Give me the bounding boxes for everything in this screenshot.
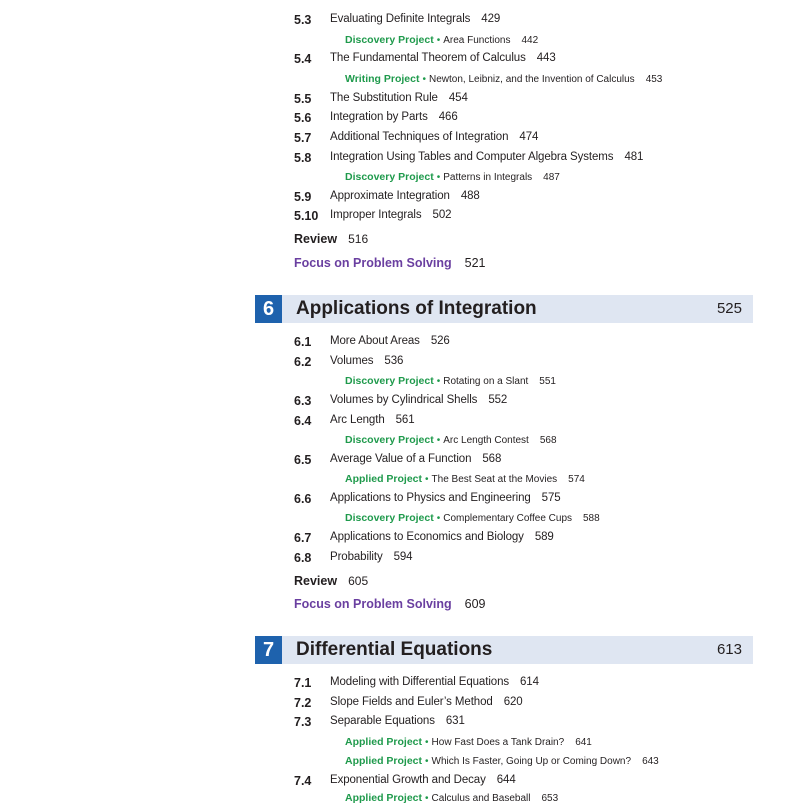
toc-project-entry[interactable] xyxy=(345,172,560,183)
toc-review-entry[interactable] xyxy=(294,575,368,588)
section-title: Probability xyxy=(330,551,383,563)
chapter-title: Applications of Integration xyxy=(296,298,537,319)
page-number: 643 xyxy=(642,756,659,767)
project-title: Rotating on a Slant xyxy=(443,376,529,387)
bullet-separator: • xyxy=(436,172,441,183)
chapter-page-number: 525 xyxy=(716,300,742,317)
section-title: Average Value of a Function xyxy=(330,453,472,465)
bullet-separator: • xyxy=(436,513,441,524)
page-number: 641 xyxy=(575,737,592,748)
focus-label: Focus on Problem Solving xyxy=(294,597,452,611)
section-title: Separable Equations xyxy=(330,715,435,727)
toc-project-entry[interactable] xyxy=(345,474,585,485)
page-number: 614 xyxy=(520,676,539,688)
section-title: Applications to Economics and Biology xyxy=(330,531,524,543)
project-title: Newton, Leibniz, and the Invention of Calculus xyxy=(429,74,635,85)
page-number: 574 xyxy=(568,474,585,485)
section-number: 6.1 xyxy=(294,335,312,349)
bullet-separator: • xyxy=(425,737,429,748)
focus-label: Focus on Problem Solving xyxy=(294,256,452,270)
page-number: 516 xyxy=(348,232,369,246)
page-number: 481 xyxy=(624,151,644,163)
page-number: 609 xyxy=(464,597,486,611)
section-number: 5.6 xyxy=(294,111,312,125)
section-title: The Fundamental Theorem of Calculus xyxy=(330,52,526,64)
section-number: 5.5 xyxy=(294,92,312,106)
chapter-header[interactable] xyxy=(255,295,753,323)
project-kind: Applied Project xyxy=(345,792,423,804)
section-title: Arc Length xyxy=(330,414,385,426)
project-kind: Discovery Project xyxy=(345,171,434,183)
section-title: Volumes by Cylindrical Shells xyxy=(330,394,478,406)
page-number: 561 xyxy=(395,414,415,426)
page-number: 552 xyxy=(488,394,508,406)
page-number: 594 xyxy=(393,551,413,563)
section-number: 6.5 xyxy=(294,453,312,467)
page-number: 589 xyxy=(534,531,554,543)
page-number: 502 xyxy=(432,209,452,221)
toc-project-entry[interactable] xyxy=(345,74,662,85)
chapter-header[interactable] xyxy=(255,636,753,664)
page-number: 568 xyxy=(539,435,557,446)
section-title: Additional Techniques of Integration xyxy=(330,131,509,143)
section-title: More About Areas xyxy=(330,335,420,347)
bullet-separator: • xyxy=(436,35,441,46)
bullet-separator: • xyxy=(436,435,441,446)
section-number: 5.9 xyxy=(294,190,312,204)
bullet-separator: • xyxy=(425,793,429,804)
section-title: Approximate Integration xyxy=(330,190,450,202)
page-number: 588 xyxy=(583,513,600,524)
project-kind: Discovery Project xyxy=(345,512,434,524)
section-title: Slope Fields and Euler’s Method xyxy=(330,696,493,708)
chapter-number-badge: 7 xyxy=(255,636,282,664)
section-number: 7.3 xyxy=(294,715,312,729)
toc-focus-entry[interactable] xyxy=(294,598,486,611)
review-label: Review xyxy=(294,232,338,246)
page-number: 442 xyxy=(521,35,539,46)
project-kind: Discovery Project xyxy=(345,34,434,46)
section-title: Applications to Physics and Engineering xyxy=(330,492,531,504)
section-number: 7.1 xyxy=(294,676,312,690)
page-number: 429 xyxy=(481,13,501,25)
bullet-separator: • xyxy=(422,74,426,85)
section-number: 7.2 xyxy=(294,696,312,710)
project-title: Which Is Faster, Going Up or Coming Down? xyxy=(431,756,632,767)
section-number: 6.2 xyxy=(294,355,312,369)
section-title: Modeling with Differential Equations xyxy=(330,676,510,688)
page-number: 605 xyxy=(348,574,369,588)
section-number: 5.7 xyxy=(294,131,312,145)
page-number: 631 xyxy=(445,715,465,727)
section-title: The Substitution Rule xyxy=(330,92,438,104)
page-number: 521 xyxy=(464,256,486,270)
project-kind: Discovery Project xyxy=(345,375,434,387)
bullet-separator: • xyxy=(436,376,441,387)
project-title: Area Functions xyxy=(443,35,511,46)
section-title: Evaluating Definite Integrals xyxy=(330,13,471,25)
toc-review-entry[interactable] xyxy=(294,233,368,246)
project-kind: Applied Project xyxy=(345,473,423,485)
toc-project-entry[interactable] xyxy=(345,513,600,524)
section-title: Integration by Parts xyxy=(330,111,428,123)
section-number: 5.8 xyxy=(294,151,312,165)
toc-project-entry[interactable] xyxy=(345,737,592,748)
page-number: 568 xyxy=(482,453,502,465)
review-label: Review xyxy=(294,574,338,588)
project-title: The Best Seat at the Movies xyxy=(431,474,558,485)
toc-focus-entry[interactable] xyxy=(294,257,486,270)
chapter-page-number: 613 xyxy=(716,641,742,658)
project-kind: Discovery Project xyxy=(345,434,434,446)
project-kind: Writing Project xyxy=(345,73,420,85)
toc-project-entry[interactable] xyxy=(345,376,556,387)
page-number: 536 xyxy=(384,355,404,367)
chapter-title: Differential Equations xyxy=(296,639,493,660)
project-title: Calculus and Baseball xyxy=(431,793,531,804)
page-number: 454 xyxy=(448,92,468,104)
toc-project-entry[interactable] xyxy=(345,35,538,46)
project-title: Arc Length Contest xyxy=(443,435,529,446)
page-number: 551 xyxy=(539,376,556,387)
project-kind: Applied Project xyxy=(345,736,423,748)
section-number: 6.3 xyxy=(294,394,312,408)
page-number: 620 xyxy=(503,696,523,708)
toc-project-entry[interactable] xyxy=(345,435,557,446)
section-number: 5.3 xyxy=(294,13,312,27)
page-number: 644 xyxy=(496,774,516,786)
section-number: 6.6 xyxy=(294,492,312,506)
page-number: 575 xyxy=(541,492,561,504)
project-title: Patterns in Integrals xyxy=(443,172,533,183)
page-number: 453 xyxy=(645,74,663,85)
page-number: 474 xyxy=(519,131,539,143)
project-title: How Fast Does a Tank Drain? xyxy=(431,737,565,748)
page-number: 487 xyxy=(543,172,560,183)
page-number: 466 xyxy=(438,111,458,123)
bullet-separator: • xyxy=(425,756,429,767)
page-number: 653 xyxy=(541,793,559,804)
page-number: 488 xyxy=(460,190,480,202)
toc-project-entry[interactable] xyxy=(345,793,558,804)
section-number: 6.8 xyxy=(294,551,312,565)
section-number: 6.4 xyxy=(294,414,312,428)
bullet-separator: • xyxy=(425,474,429,485)
project-kind: Applied Project xyxy=(345,755,423,767)
section-title: Volumes xyxy=(330,355,374,367)
section-title: Improper Integrals xyxy=(330,209,422,221)
section-title: Integration Using Tables and Computer Algebra Systems xyxy=(330,151,614,163)
section-number: 5.4 xyxy=(294,52,312,66)
toc-project-entry[interactable] xyxy=(345,756,659,767)
project-title: Complementary Coffee Cups xyxy=(443,513,572,524)
chapter-number-badge: 6 xyxy=(255,295,282,323)
section-number: 7.4 xyxy=(294,774,312,788)
page-number: 443 xyxy=(536,52,556,64)
section-number: 5.10 xyxy=(294,209,319,223)
section-number: 6.7 xyxy=(294,531,312,545)
section-title: Exponential Growth and Decay xyxy=(330,774,486,786)
page-number: 526 xyxy=(430,335,450,347)
